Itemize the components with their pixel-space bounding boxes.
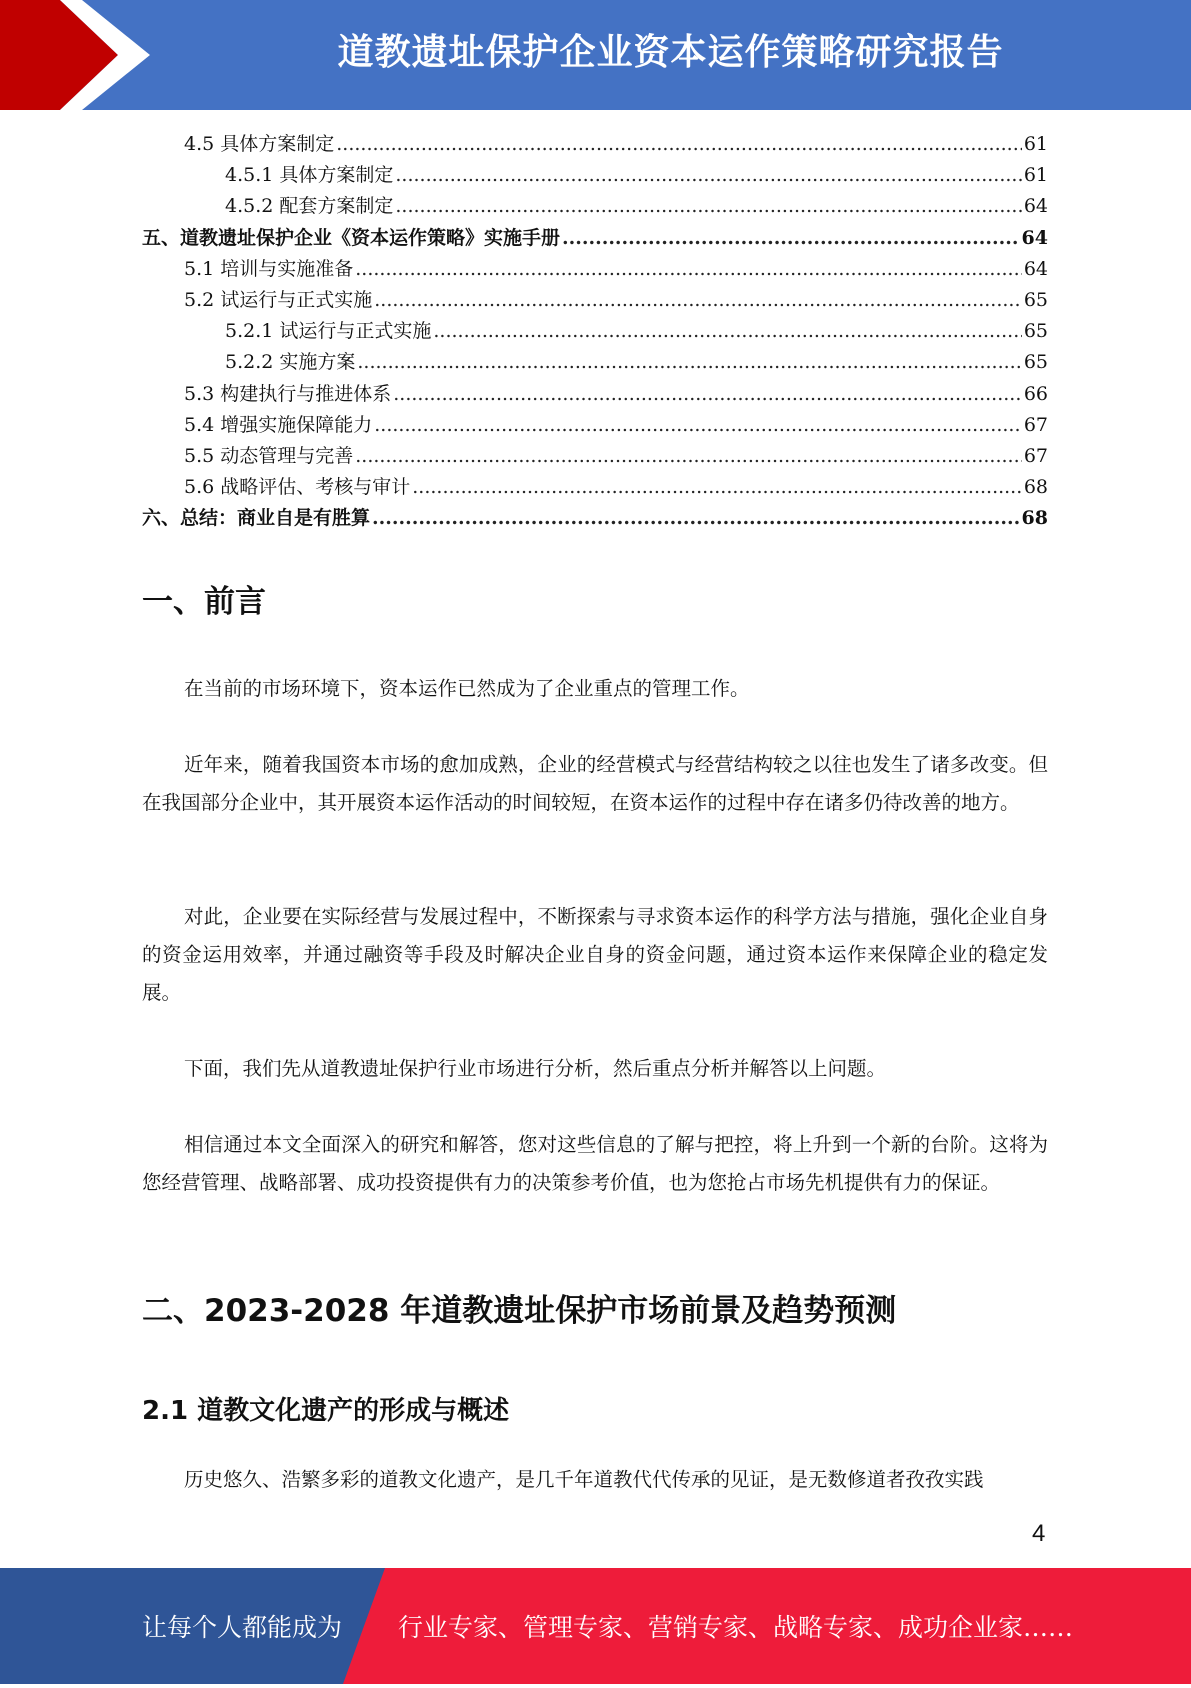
body-paragraph: 在当前的市场环境下，资本运作已然成为了企业重点的管理工作。 <box>184 677 750 700</box>
toc-entry[interactable]: 六、总结：商业自是有胜算 ..... 68 <box>142 503 1048 534</box>
toc-entry[interactable]: 4.5.1 具体方案制定 ..... 61 <box>142 160 1048 191</box>
toc-entry[interactable]: 5.1 培训与实施准备 ..... 64 <box>142 254 1048 285</box>
section-heading-forecast: 二、2023-2028 年道教遗址保护市场前景及趋势预测 <box>142 1293 897 1329</box>
footer-slogan-left: 让每个人都能成为 <box>142 1613 343 1642</box>
header-arrow-decoration <box>0 0 160 110</box>
subsection-heading: 2.1 道教文化遗产的形成与概述 <box>142 1396 510 1426</box>
toc-entry[interactable]: 5.4 增强实施保障能力 ..... 67 <box>142 410 1048 441</box>
page-number: 4 <box>1032 1520 1046 1547</box>
toc-entry[interactable]: 5.2.2 实施方案 ..... 65 <box>142 347 1048 378</box>
toc-entry[interactable]: 5.2 试运行与正式实施 ..... 65 <box>142 285 1048 316</box>
toc-entry[interactable]: 4.5 具体方案制定 ..... 61 <box>142 129 1048 160</box>
toc-entry[interactable]: 5.5 动态管理与完善 ..... 67 <box>142 441 1048 472</box>
body-paragraph: 下面，我们先从道教遗址保护行业市场进行分析，然后重点分析并解答以上问题。 <box>184 1057 887 1080</box>
page-header <box>0 0 1191 110</box>
toc-entry[interactable]: 五、道教遗址保护企业《资本运作策略》实施手册 ..... 64 <box>142 223 1048 254</box>
page-footer <box>0 1568 1191 1684</box>
body-paragraph: 相信通过本文全面深入的研究和解答，您对这些信息的了解与把控，将上升到一个新的台阶。这将为您经营管理、战略部署、成功投资提供有力的决策参考价值，也为您抢占市场先机提供有力的保证。 <box>142 1133 1048 1194</box>
toc-entry[interactable]: 5.3 构建执行与推进体系 ..... 66 <box>142 379 1048 410</box>
footer-slogan-right: 行业专家、管理专家、营销专家、战略专家、成功企业家…… <box>398 1613 1074 1642</box>
toc-entry[interactable]: 4.5.2 配套方案制定 ..... 64 <box>142 191 1048 222</box>
toc-entry[interactable]: 5.6 战略评估、考核与审计 ..... 68 <box>142 472 1048 503</box>
body-paragraph: 近年来，随着我国资本市场的愈加成熟，企业的经营模式与经营结构较之以往也发生了诸多改变。但在我国部分企业中，其开展资本运作活动的时间较短，在资本运作的过程中存在诸多仍待改善的地方。 <box>142 753 1048 814</box>
table-of-contents <box>142 129 1048 534</box>
report-title: 道教遗址保护企业资本运作策略研究报告 <box>337 32 1004 73</box>
body-paragraph: 对此，企业要在实际经营与发展过程中，不断探索与寻求资本运作的科学方法与措施，强化企业自身的资金运用效率，并通过融资等手段及时解决企业自身的资金问题，通过资本运作来保障企业的稳定发展。 <box>142 905 1048 1004</box>
body-paragraph: 历史悠久、浩繁多彩的道教文化遗产，是几千年道教代代传承的见证，是无数修道者孜孜实践 <box>184 1468 984 1491</box>
section-heading-preface: 一、前言 <box>142 584 266 620</box>
toc-entry[interactable]: 5.2.1 试运行与正式实施 ..... 65 <box>142 316 1048 347</box>
